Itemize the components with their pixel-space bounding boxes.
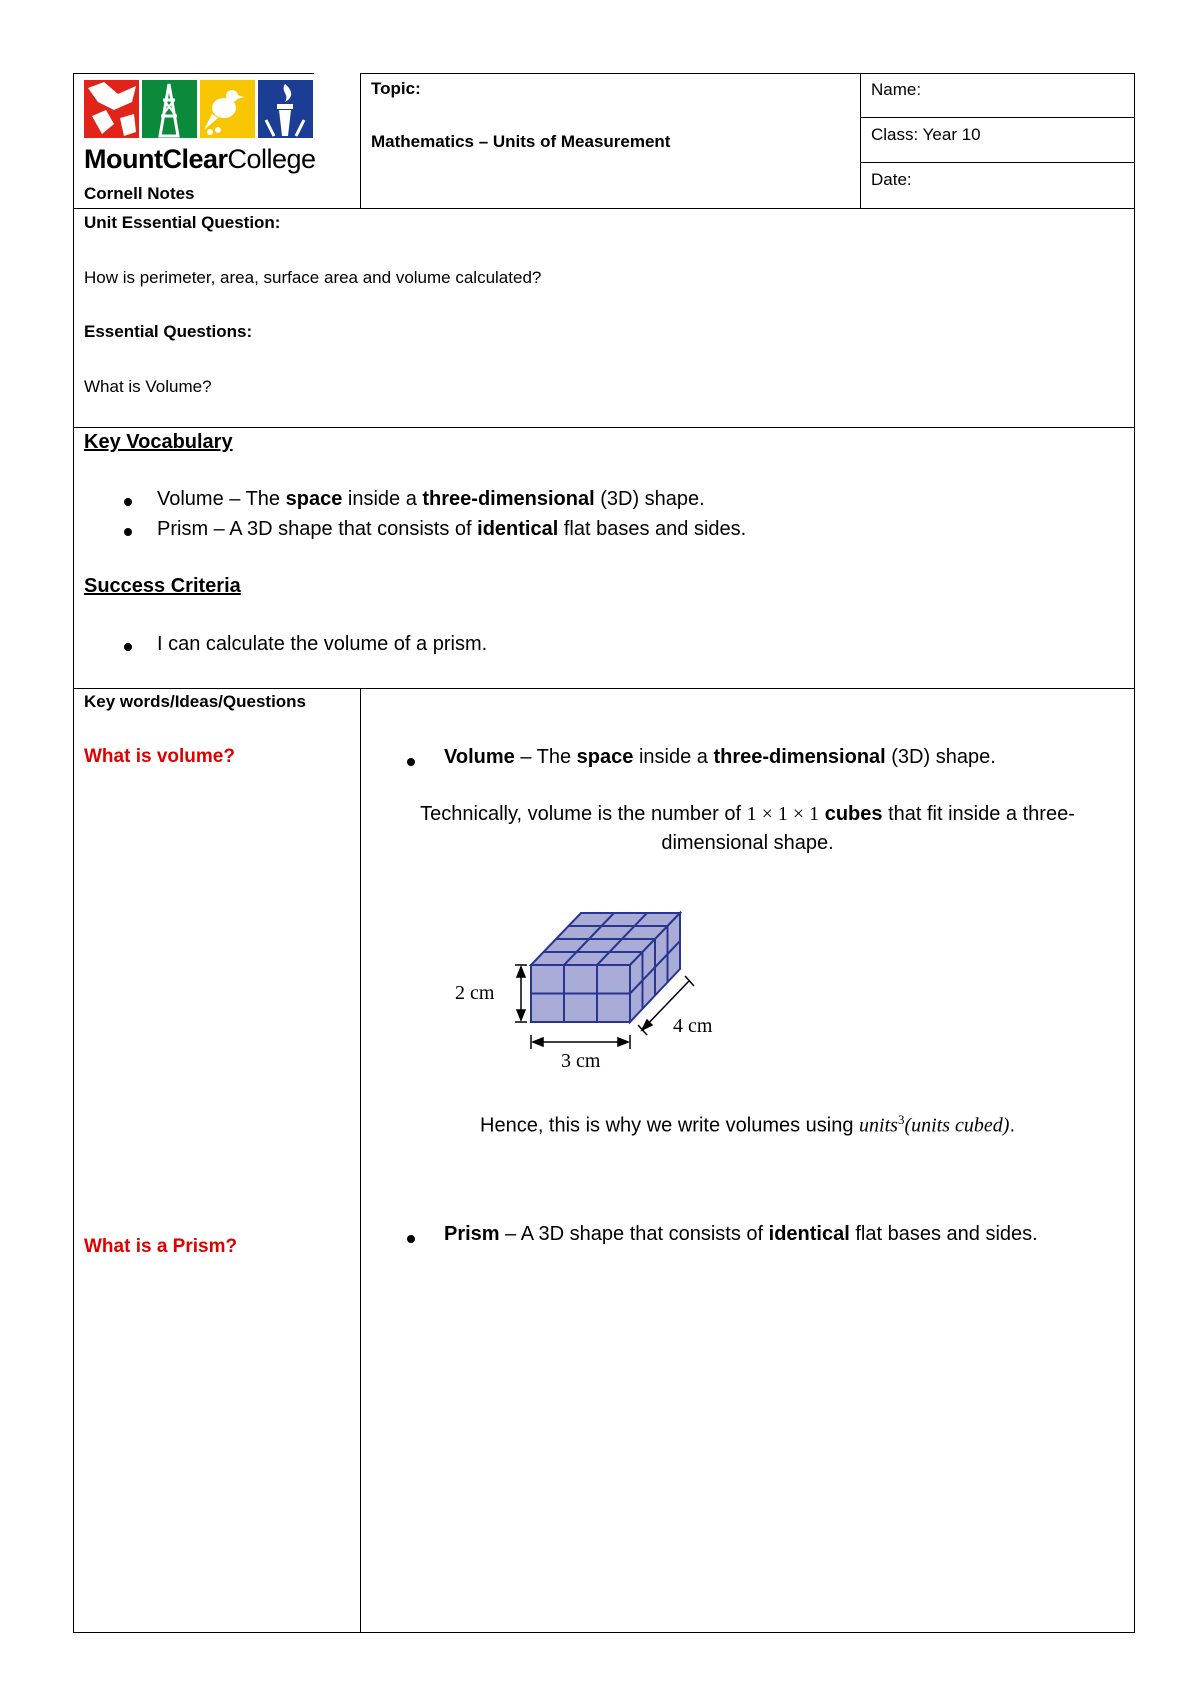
- name-row-rule: [860, 117, 1135, 118]
- cue-column-divider: [360, 688, 361, 1633]
- essential-questions-label: Essential Questions:: [84, 322, 253, 341]
- success-criteria-heading: Success Criteria: [84, 575, 241, 597]
- note-math: units: [859, 1114, 898, 1137]
- bullet-icon: [407, 758, 415, 766]
- vocab-item-prism: [157, 518, 746, 541]
- height-dimension-label: 2 cm: [455, 982, 495, 1004]
- vocab-bold: three-dimensional: [422, 488, 595, 510]
- bullet-icon: [124, 528, 132, 536]
- vocab-text: (3D) shape.: [594, 488, 705, 510]
- note-text: .: [1009, 1114, 1015, 1137]
- cuboid-diagram: [455, 905, 735, 1075]
- vocab-bold: space: [285, 488, 343, 510]
- vocab-text: inside a: [342, 488, 423, 510]
- vocab-text: flat bases and sides.: [558, 518, 747, 540]
- width-dimension-label: 3 cm: [561, 1050, 601, 1072]
- bullet-icon: [124, 498, 132, 506]
- essential-question: What is Volume?: [84, 377, 212, 396]
- table-bottom-rule: [73, 1632, 1135, 1633]
- note-math: (units cubed): [904, 1114, 1010, 1137]
- note-text: Hence, this is why we write volumes using: [480, 1114, 860, 1137]
- cue-question-volume: What is volume?: [84, 746, 235, 767]
- logo-wordmark-bold: MountClear: [84, 144, 228, 174]
- note-text: flat bases and sides.: [849, 1223, 1038, 1245]
- logo-wordmark-light: College: [227, 144, 316, 174]
- header-divider-2: [860, 73, 861, 208]
- note-text: – The: [514, 746, 577, 768]
- unit-question: How is perimeter, area, surface area and volume calculated?: [84, 268, 542, 287]
- note-exponent: 3: [897, 1112, 905, 1127]
- class-field-label: Class: Year 10: [871, 125, 981, 144]
- header-top-rule: [360, 73, 1135, 74]
- college-logo: [84, 80, 316, 140]
- vocab-bottom-rule: [73, 688, 1135, 689]
- key-vocabulary-heading: Key Vocabulary: [84, 431, 233, 453]
- header-divider-1: [360, 73, 361, 208]
- note-technically-line2: dimensional shape.: [661, 832, 834, 854]
- note-bold: identical: [768, 1223, 850, 1245]
- success-criteria-item: I can calculate the volume of a prism.: [157, 633, 488, 655]
- essential-bottom-rule: [73, 427, 1135, 428]
- unit-question-label: Unit Essential Question:: [84, 213, 281, 232]
- cue-question-prism: What is a Prism?: [84, 1236, 238, 1257]
- note-term: Prism: [444, 1223, 500, 1245]
- name-field-label: Name:: [871, 80, 922, 99]
- topic-value: Mathematics – Units of Measurement: [371, 132, 671, 151]
- note-bold: space: [576, 746, 634, 768]
- note-text: – A 3D shape that consists of: [499, 1223, 769, 1245]
- vocab-bold: identical: [477, 518, 559, 540]
- vocab-text: Volume – The: [157, 488, 286, 510]
- cue-column-heading: Key words/Ideas/Questions: [84, 692, 307, 711]
- note-text: that fit inside a three-: [882, 803, 1075, 825]
- logo-wordmark: [84, 144, 316, 175]
- date-field-label: Date:: [871, 170, 912, 189]
- logo-emblem-icon: [84, 80, 316, 140]
- note-hence: [361, 1112, 1134, 1138]
- note-term: Volume: [444, 746, 515, 768]
- header-bottom-rule: [73, 208, 1135, 209]
- note-prism-definition: [444, 1223, 1038, 1246]
- note-text: inside a: [633, 746, 714, 768]
- note-technically-line1: [361, 803, 1134, 826]
- table-left-border: [73, 73, 74, 1633]
- class-row-rule: [860, 162, 1135, 163]
- header-top-rule-left: [73, 73, 314, 74]
- depth-dimension-label: 4 cm: [673, 1015, 713, 1037]
- vocab-item-volume: [157, 488, 705, 511]
- note-bold: three-dimensional: [713, 746, 886, 768]
- note-volume-definition: [444, 746, 996, 769]
- bullet-icon: [407, 1235, 415, 1243]
- note-bold: cubes: [824, 803, 883, 825]
- note-text: (3D) shape.: [885, 746, 996, 768]
- note-text: Technically, volume is the number of: [420, 803, 747, 825]
- table-right-border: [1134, 73, 1135, 1633]
- doc-type-label: Cornell Notes: [84, 184, 195, 203]
- topic-label: Topic:: [371, 79, 421, 98]
- bullet-icon: [124, 643, 132, 651]
- vocab-text: Prism – A 3D shape that consists of: [157, 518, 478, 540]
- note-math: 1 × 1 × 1: [746, 803, 820, 825]
